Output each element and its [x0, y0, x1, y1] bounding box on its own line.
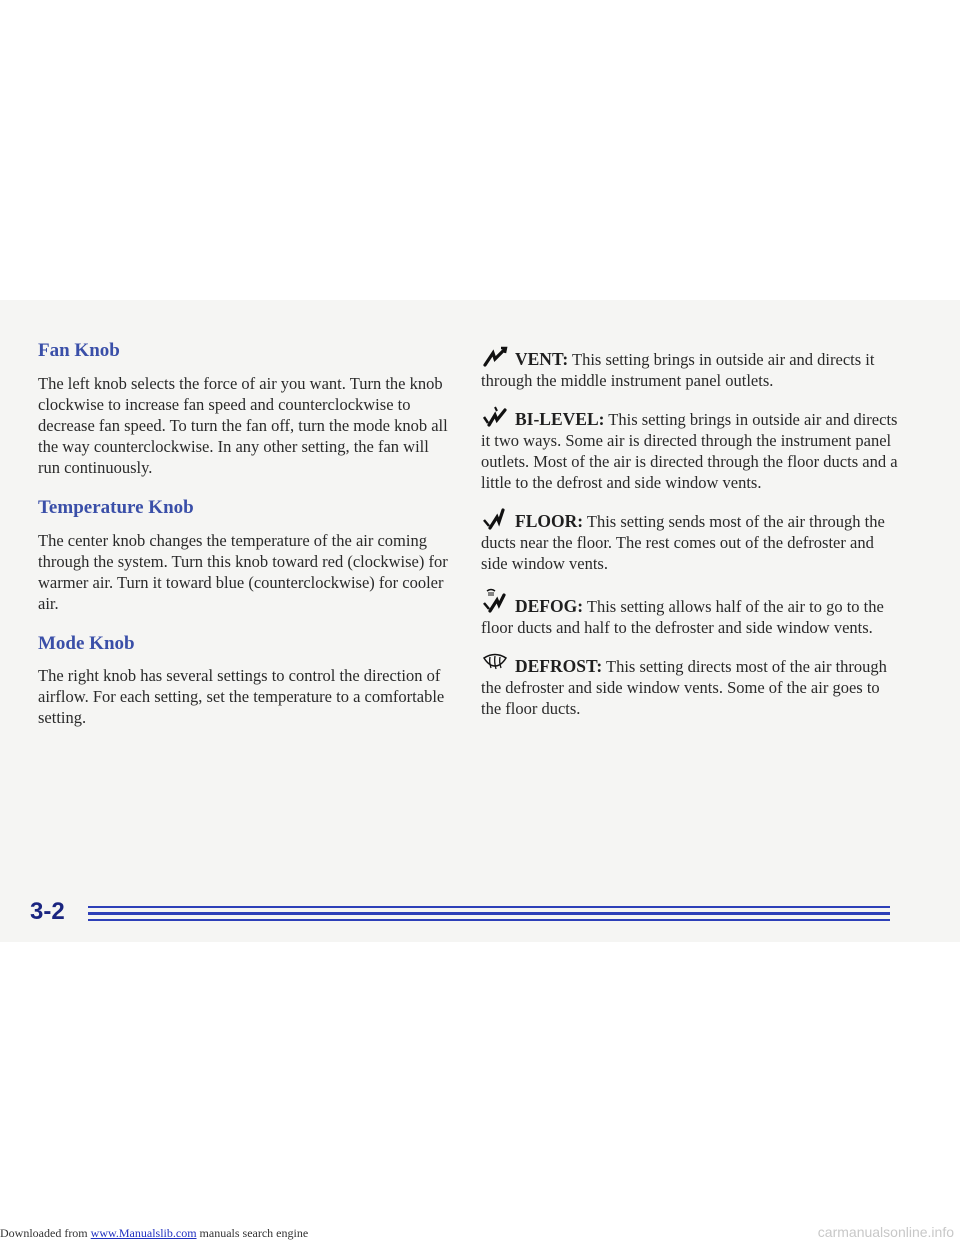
defrost-text: This setting directs most of the air through the defroster and side window vents. Some of the air goes to the floor ducts. — [481, 657, 887, 718]
bi-level-setting — [481, 405, 901, 493]
download-prefix: Downloaded from — [0, 1226, 91, 1240]
defog-label: DEFOG: — [515, 596, 584, 616]
defog-setting — [481, 588, 901, 638]
download-suffix: manuals search engine — [196, 1226, 309, 1240]
defrost-icon — [481, 652, 509, 676]
download-credit — [0, 1226, 960, 1241]
mode-knob-text: The right knob has several settings to control the direction of airflow. For each setting, set the temperature to a comfortable setting. — [38, 666, 445, 728]
mode-knob-heading: Mode Knob — [38, 632, 135, 654]
bi-level-label: BI-LEVEL: — [515, 409, 605, 429]
watermark: carmanualsonline.info — [817, 1224, 954, 1240]
bi-level-text: This setting brings in outside air and directs it two ways. Some air is directed through the instrument panel outlets. Most of the air is directed through the floor ducts and a little to the defrost and side window vents. — [481, 410, 898, 492]
vent-icon — [481, 345, 509, 369]
vent-text: This setting brings in outside air and directs it through the middle instrument panel outlets. — [481, 350, 875, 390]
floor-text: This setting sends most of the air through the ducts near the floor. The rest comes out of the defroster and side window vents. — [481, 512, 885, 573]
left-column — [38, 340, 448, 747]
floor-label: FLOOR: — [515, 511, 584, 531]
temperature-knob-heading: Temperature Knob — [38, 496, 194, 518]
manualslib-link[interactable]: www.Manualslib.com — [90, 1226, 197, 1240]
defog-text: This setting allows half of the air to go to the floor ducts and half to the defroster and side window vents. — [481, 597, 884, 637]
vent-setting — [481, 345, 901, 391]
page-number: 3-2 — [30, 898, 65, 925]
floor-setting — [481, 507, 901, 574]
temperature-knob-text: The center knob changes the temperature of the air coming through the system. Turn this knob toward red (clockwise) for warmer air. Turn it toward blue (counterclockwise) for cooler air. — [38, 530, 448, 613]
bi-level-icon — [481, 405, 509, 429]
fan-knob-text: The left knob selects the force of air you want. Turn the knob clockwise to increase fan speed and counterclockwise to decrease fan speed. To turn the fan off, turn the mode knob all the way counterclockwise. In any other setting, the fan will run continuously. — [38, 373, 448, 477]
vent-label: VENT: — [515, 349, 569, 369]
floor-icon — [481, 507, 509, 531]
defrost-label: DEFROST: — [515, 656, 603, 676]
defog-icon — [481, 588, 509, 612]
right-column — [481, 345, 901, 733]
fan-knob-heading: Fan Knob — [38, 340, 120, 361]
defrost-setting — [481, 652, 901, 719]
